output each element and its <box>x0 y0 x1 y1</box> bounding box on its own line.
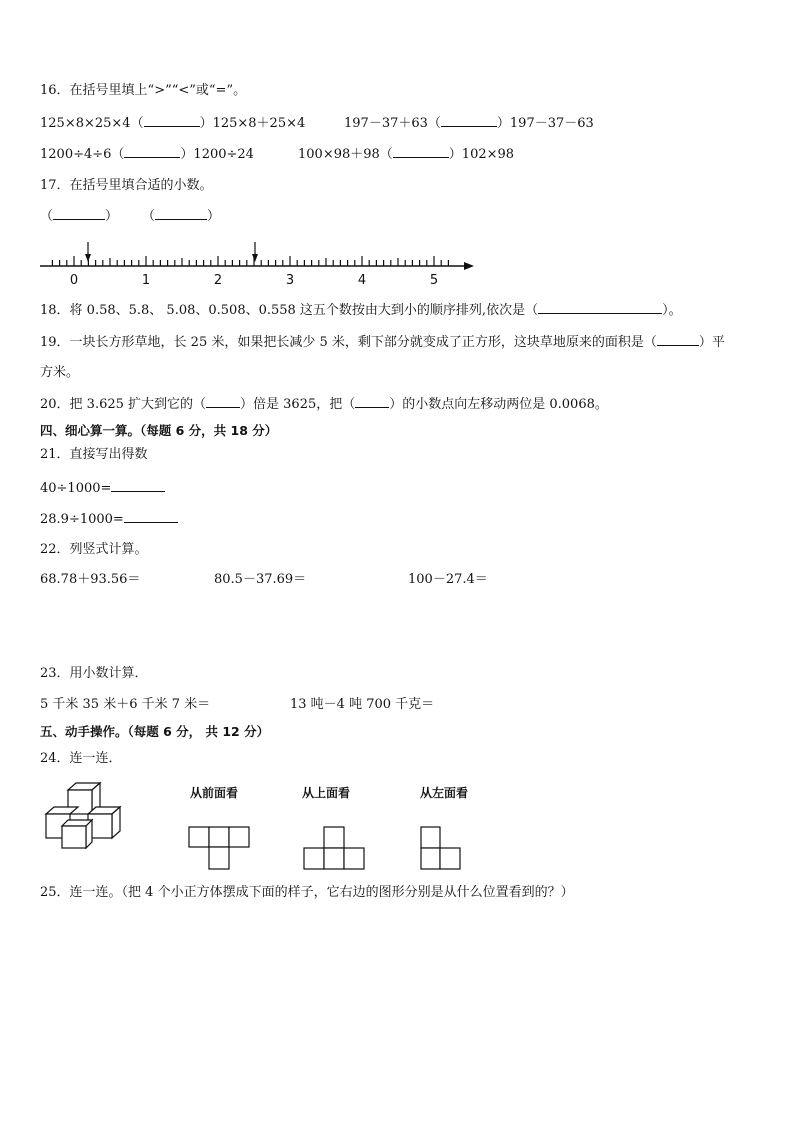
marker-arrow-1-head <box>85 254 91 262</box>
q21-expr-1: 40÷1000= <box>40 479 165 498</box>
q22-expr-1: 68.78＋93.56＝ <box>40 572 141 587</box>
q20-answer-blank-2[interactable] <box>355 395 389 408</box>
q16-row2-b: 100×98＋98（ ）102×98 <box>298 147 515 162</box>
q21-answer-blank-1[interactable] <box>111 479 165 492</box>
q17-answer-2: （ ） <box>142 209 221 224</box>
q16-answer-blank-4[interactable] <box>393 145 449 158</box>
number-line-tick-label: 4 <box>357 273 367 288</box>
cube-front-protrude <box>62 826 86 848</box>
q19-line2: 方米。 <box>40 365 80 380</box>
q19-line1: 19．一块长方形草地，长 25 米，如果把长减少 5 米，剩下部分就变成了正方形，这块草地原来的面积是（ ）平 <box>40 335 725 350</box>
front-view-figure[interactable] <box>188 826 250 872</box>
q22-expr-2: 80.5－37.69＝ <box>214 572 307 587</box>
number-line-tick-label: 0 <box>69 273 79 288</box>
section-4-heading: 四、细心算一算。（每题 6 分，共 18 分） <box>40 423 278 438</box>
label-view-left: 从左面看 <box>420 786 469 800</box>
label-view-top: 从上面看 <box>302 786 351 800</box>
q23-title: 23．用小数计算． <box>40 666 148 681</box>
number-line-ticks <box>52 256 448 266</box>
number-line-tick-label: 3 <box>285 273 295 288</box>
q23-expr-2: 13 吨－4 吨 700 千克＝ <box>290 697 435 712</box>
q18: 18．将 0.58、5.8、 5.08、0.508、0.558 这五个数按由大到小的顺序排列,依次是（ ）。 <box>40 303 682 318</box>
q16-answer-blank-3[interactable] <box>124 145 180 158</box>
q16-answer-blank-1[interactable] <box>144 114 200 127</box>
top-view-figure[interactable] <box>303 826 367 872</box>
q16-row2-a: 1200÷4÷6（ ）1200÷24 <box>40 147 254 162</box>
left-view-figure[interactable] <box>420 826 466 872</box>
q16-answer-blank-2[interactable] <box>441 114 497 127</box>
q21-expr-2: 28.9÷1000= <box>40 510 178 529</box>
number-line-tick-label: 2 <box>213 273 223 288</box>
q16-row1-b: 197－37＋63（ ）197－37－63 <box>344 116 594 131</box>
q17-answer-blank-2[interactable] <box>155 207 207 220</box>
marker-arrow-2-head <box>252 254 258 262</box>
section-5-heading: 五、动手操作。（每题 6 分， 共 12 分） <box>40 724 270 739</box>
label-view-front: 从前面看 <box>190 786 239 800</box>
q24-title: 24．连一连． <box>40 751 122 766</box>
q17-answer-1: （ ） <box>40 209 119 224</box>
q25-title: 25．连一连。（把 4 个小正方体摆成下面的样子，它右边的图形分别是从什么位置看到的？） <box>40 885 574 900</box>
q20: 20．把 3.625 扩大到它的（ ）倍是 3625，把（ ）的小数点向左移动两位是 0.0068。 <box>40 397 608 412</box>
number-line-tick-label: 1 <box>141 273 151 288</box>
q16-row1-a: 125×8×25×4（ ）125×8＋25×4 <box>40 116 306 131</box>
q22-title: 22．列竖式计算。 <box>40 542 148 557</box>
q21-title: 21．直接写出得数 <box>40 447 148 462</box>
q17-title: 17．在括号里填合适的小数。 <box>40 178 213 193</box>
q17-answer-blank-1[interactable] <box>53 207 105 220</box>
q19-answer-blank[interactable] <box>657 333 699 346</box>
q16-title: 16．在括号里填上“>”“<”或“=”。 <box>40 83 247 98</box>
number-line-arrowhead <box>464 262 474 270</box>
number-line-tick-label: 5 <box>429 273 439 288</box>
q22-expr-3: 100－27.4＝ <box>408 572 488 587</box>
q23-expr-1: 5 千米 35 米＋6 千米 7 米＝ <box>40 697 211 712</box>
number-line-labels <box>70 273 438 288</box>
q18-answer-blank[interactable] <box>538 301 662 314</box>
number-line <box>36 240 481 290</box>
cube-stack-figure <box>40 780 140 852</box>
q20-answer-blank-1[interactable] <box>206 395 240 408</box>
q21-answer-blank-2[interactable] <box>124 510 178 523</box>
